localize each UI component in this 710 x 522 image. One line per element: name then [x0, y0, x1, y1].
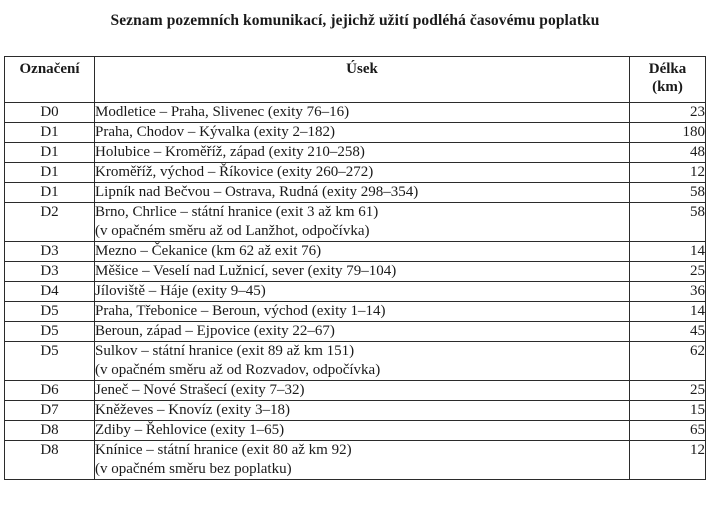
- cell-length: 12: [630, 441, 706, 480]
- cell-section: [95, 302, 630, 322]
- cell-length: 180: [630, 123, 706, 143]
- section-note: (v opačném směru až od Lanžhot, odpočívka): [95, 223, 370, 239]
- page-title: Seznam pozemních komunikací, jejichž užití podléhá časovému poplatku: [110, 12, 600, 29]
- cell-section: [95, 401, 630, 421]
- section-text: Modletice – Praha, Slivenec (exity 76–16): [95, 104, 350, 120]
- cell-length: 65: [630, 421, 706, 441]
- cell-length: 45: [630, 322, 706, 342]
- table-row: [5, 342, 706, 381]
- column-header-length-unit: (km): [652, 79, 683, 95]
- cell-section: [95, 183, 630, 203]
- section-text: Mezno – Čekanice (km 62 až exit 76): [95, 243, 322, 259]
- cell-code: D5: [5, 322, 95, 342]
- table-row: [5, 163, 706, 183]
- cell-code: D8: [5, 421, 95, 441]
- cell-code: D7: [5, 401, 95, 421]
- table-row: [5, 143, 706, 163]
- column-header-length: [630, 57, 706, 103]
- table-row: [5, 302, 706, 322]
- table-row: [5, 203, 706, 242]
- section-text: Kněževes – Knovíz (exity 3–18): [95, 402, 290, 418]
- table-row: [5, 262, 706, 282]
- cell-section: [95, 421, 630, 441]
- cell-code: D1: [5, 163, 95, 183]
- cell-section: [95, 342, 630, 381]
- cell-length: 48: [630, 143, 706, 163]
- cell-section: [95, 282, 630, 302]
- cell-code: D1: [5, 183, 95, 203]
- cell-code: D0: [5, 103, 95, 123]
- cell-length: 14: [630, 302, 706, 322]
- cell-length: 12: [630, 163, 706, 183]
- cell-section: [95, 163, 630, 183]
- table-row: [5, 242, 706, 262]
- cell-length: 36: [630, 282, 706, 302]
- toll-road-table: [4, 56, 706, 480]
- cell-length: 25: [630, 381, 706, 401]
- cell-length: 58: [630, 183, 706, 203]
- table-row: [5, 123, 706, 143]
- section-text: Jíloviště – Háje (exity 9–45): [95, 283, 266, 299]
- table-row: [5, 401, 706, 421]
- section-note: (v opačném směru až od Rozvadov, odpočívka): [95, 362, 381, 378]
- section-text: Kroměříž, východ – Říkovice (exity 260–272): [95, 164, 374, 180]
- cell-code: D1: [5, 143, 95, 163]
- cell-length: 58: [630, 203, 706, 242]
- cell-code: D3: [5, 262, 95, 282]
- column-header-code: Označení: [5, 57, 95, 103]
- cell-code: D5: [5, 302, 95, 322]
- column-header-section: Úsek: [95, 57, 630, 103]
- section-text: Měšice – Veselí nad Lužnicí, sever (exity 79–104): [95, 263, 397, 279]
- cell-section: [95, 381, 630, 401]
- section-text: Lipník nad Bečvou – Ostrava, Rudná (exity 298–354): [95, 184, 419, 200]
- cell-section: [95, 262, 630, 282]
- cell-section: [95, 322, 630, 342]
- table-row: [5, 103, 706, 123]
- cell-section: [95, 123, 630, 143]
- cell-code: D6: [5, 381, 95, 401]
- cell-length: 23: [630, 103, 706, 123]
- cell-code: D8: [5, 441, 95, 480]
- table-header-row: [5, 57, 706, 103]
- section-text: Praha, Třebonice – Beroun, východ (exity 1–14): [95, 303, 386, 319]
- table-row: [5, 183, 706, 203]
- cell-code: D4: [5, 282, 95, 302]
- cell-section: [95, 242, 630, 262]
- table-row: [5, 381, 706, 401]
- column-header-length-label: Délka: [648, 61, 687, 77]
- cell-code: D2: [5, 203, 95, 242]
- section-text: Holubice – Kroměříž, západ (exity 210–258): [95, 144, 365, 160]
- section-text: Jeneč – Nové Strašecí (exity 7–32): [95, 382, 305, 398]
- cell-code: D5: [5, 342, 95, 381]
- cell-section: [95, 143, 630, 163]
- cell-length: 14: [630, 242, 706, 262]
- cell-code: D1: [5, 123, 95, 143]
- cell-length: 62: [630, 342, 706, 381]
- cell-code: D3: [5, 242, 95, 262]
- cell-length: 25: [630, 262, 706, 282]
- section-text: Beroun, západ – Ejpovice (exity 22–67): [95, 323, 335, 339]
- section-text: Brno, Chrlice – státní hranice (exit 3 až km 61): [95, 204, 379, 220]
- section-text: Zdiby – Řehlovice (exity 1–65): [95, 422, 285, 438]
- cell-section: [95, 441, 630, 480]
- section-text: Knínice – státní hranice (exit 80 až km 92): [95, 442, 352, 458]
- cell-section: [95, 103, 630, 123]
- table-row: [5, 282, 706, 302]
- cell-length: 15: [630, 401, 706, 421]
- table-row: [5, 421, 706, 441]
- table-body: [5, 103, 706, 480]
- table-row: [5, 322, 706, 342]
- section-text: Sulkov – státní hranice (exit 89 až km 151): [95, 343, 355, 359]
- cell-section: [95, 203, 630, 242]
- section-note: (v opačném směru bez poplatku): [95, 461, 292, 477]
- table-row: [5, 441, 706, 480]
- section-text: Praha, Chodov – Kývalka (exity 2–182): [95, 124, 335, 140]
